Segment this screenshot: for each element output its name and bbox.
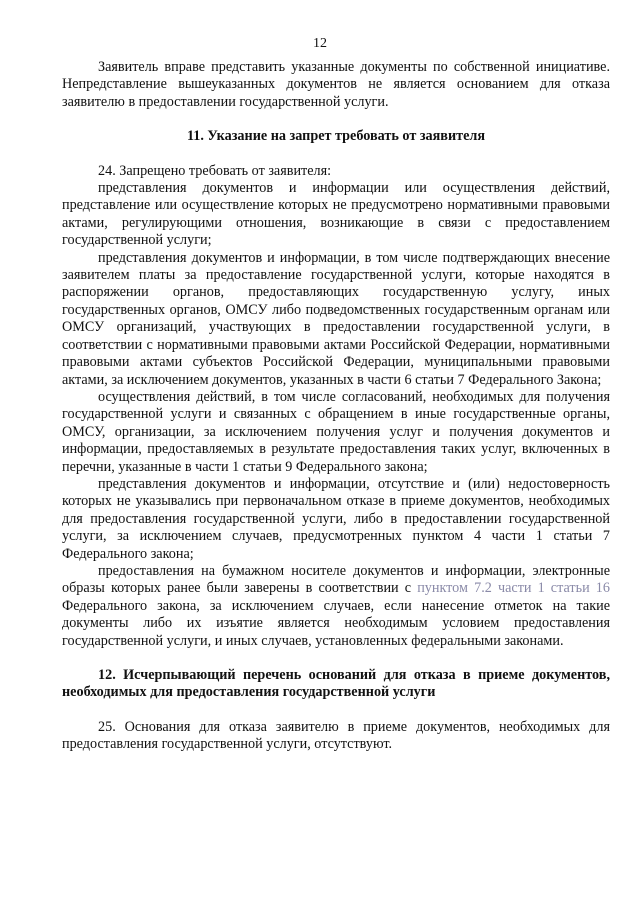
- section-12-heading: 12. Исчерпывающий перечень оснований для отказа в приеме документов, необходимых для предоставления государственной услуги: [62, 667, 610, 701]
- paragraph-25: 25. Основания для отказа заявителю в приеме документов, необходимых для предоставления государственной услуги, отсутствуют.: [62, 718, 610, 753]
- text-before-link: предоставления на бумажном носителе документов и информации, электронные образы которых ранее были заверены в соответствии с: [62, 562, 610, 597]
- spacer: [62, 702, 610, 719]
- list-item-prohibition-3: осуществления действий, в том числе согласований, необходимых для получения государственной услуги и связанных с обращением в иные государственные органы, ОМСУ, организации, за исключением получения услуг и получения документов и информации, предоставляемых в результате предоставления таких услуг, включенных в перечни, указанные в части 1 статьи 9 Федерального закона;: [62, 388, 610, 475]
- paragraph-additional-documents: Заявитель вправе представить указанные документы по собственной инициативе. Непредставление вышеуказанных документов не является основанием для отказа заявителю в предоставлении государственной услуги.: [62, 59, 610, 110]
- spacer: [62, 146, 610, 163]
- document-body: [62, 59, 610, 754]
- spacer: [62, 111, 610, 128]
- law-reference-link[interactable]: пунктом 7.2 части 1 статьи 16: [417, 580, 610, 597]
- page-number: 12: [313, 36, 327, 51]
- list-item-prohibition-1: представления документов и информации или осуществления действий, представление или осуществление которых не предусмотрено нормативными правовыми актами, регулирующими отношения, возникающие в связи с предоставлением государственной услуги;: [62, 180, 610, 249]
- list-item-prohibition-4: представления документов и информации, отсутствие и (или) недостоверность которых не указывались при первоначальном отказе в приеме документов, необходимых для предоставления государственной услуги, либо в предоставлении государственной услуги, за исключением случаев, предусмотренных пунктом 4 части 1 статьи 7 Федерального закона;: [62, 475, 610, 562]
- spacer: [62, 650, 610, 667]
- list-item-prohibition-5: [62, 563, 610, 650]
- section-11-heading: 11. Указание на запрет требовать от заявителя: [186, 128, 486, 145]
- paragraph-24: 24. Запрещено требовать от заявителя:: [98, 162, 332, 179]
- text-after-link: Федерального закона, за исключением случаев, если нанесение отметок на такие документы либо их изъятие является необходимым условием предоставления государственной услуги, и иных случаев, установленных федеральными законами.: [62, 597, 610, 649]
- list-item-prohibition-2: представления документов и информации, в том числе подтверждающих внесение заявителем платы за предоставление государственной услуги, которые находятся в распоряжении органов, предоставляющих государственную услугу, иных государственных органов, ОМСУ либо подведомственных государственным органам или ОМСУ организаций, участвующих в предоставлении государственной услуги, в соответствии с нормативными правовыми актами Российской Федерации, нормативными правовыми актами субъектов Российской Федерации, муниципальными правовыми актами, за исключением документов, указанных в части 6 статьи 7 Федерального Закона;: [62, 249, 610, 388]
